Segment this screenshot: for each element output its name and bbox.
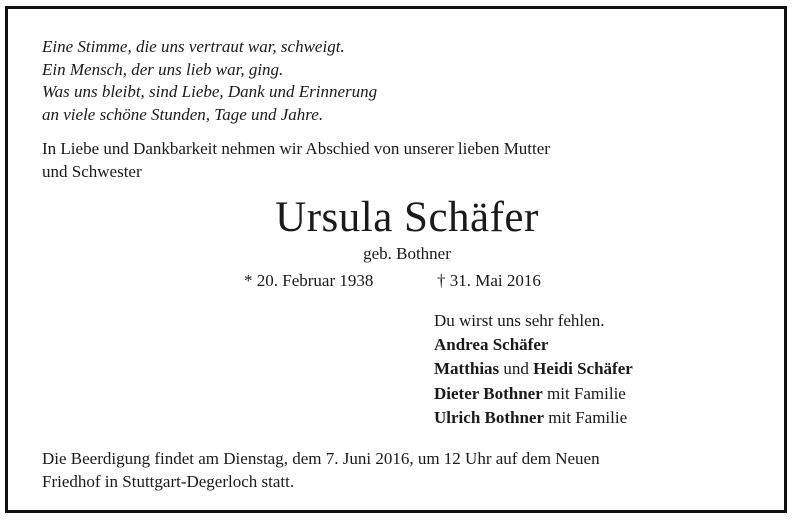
maiden-name: geb. Bothner <box>363 244 451 263</box>
poem-line: an viele schöne Stunden, Tage und Jahre. <box>42 104 324 124</box>
mourner-entry <box>434 333 633 357</box>
funeral-info <box>42 447 600 493</box>
poem-line: Eine Stimme, die uns vertraut war, schweigt. <box>42 37 345 56</box>
mourner-entry <box>434 357 633 381</box>
poem <box>42 36 377 126</box>
funeral-info-line: Die Beerdigung findet am Dienstag, dem 7. Juni 2016, um 12 Uhr auf dem Neuen <box>42 449 600 468</box>
birth-date: * 20. Februar 1938 <box>244 271 374 290</box>
death-date: † 31. Mai 2016 <box>437 271 541 290</box>
mourner-suffix: mit Familie <box>548 407 628 427</box>
poem-line: Was uns bleibt, sind Liebe, Dank und Erinnerung <box>42 82 378 101</box>
mourner-name: Andrea Schäfer <box>434 335 549 355</box>
funeral-info-line: Friedhof in Stuttgart-Degerloch statt. <box>42 472 295 491</box>
mourner-entry <box>434 406 633 430</box>
mourner-name: Matthias <box>434 359 500 379</box>
mourner-name: Dieter Bothner <box>434 383 543 403</box>
mourner-conjunction: und <box>503 359 529 379</box>
mourners-list <box>434 309 633 430</box>
farewell-intro-line: und Schwester <box>42 162 142 181</box>
mourner-name: Ulrich Bothner <box>434 407 545 427</box>
mourners-intro: Du wirst uns sehr fehlen. <box>434 311 605 330</box>
farewell-intro <box>42 137 550 183</box>
mourner-entry <box>434 382 633 406</box>
mourner-name: Heidi Schäfer <box>533 359 633 379</box>
poem-line: Ein Mensch, der uns lieb war, ging. <box>42 59 284 79</box>
farewell-intro-line: In Liebe und Dankbarkeit nehmen wir Abschied von unserer lieben Mutter <box>42 139 550 158</box>
mourner-suffix: mit Familie <box>547 383 626 403</box>
deceased-name: Ursula Schäfer <box>275 194 539 241</box>
